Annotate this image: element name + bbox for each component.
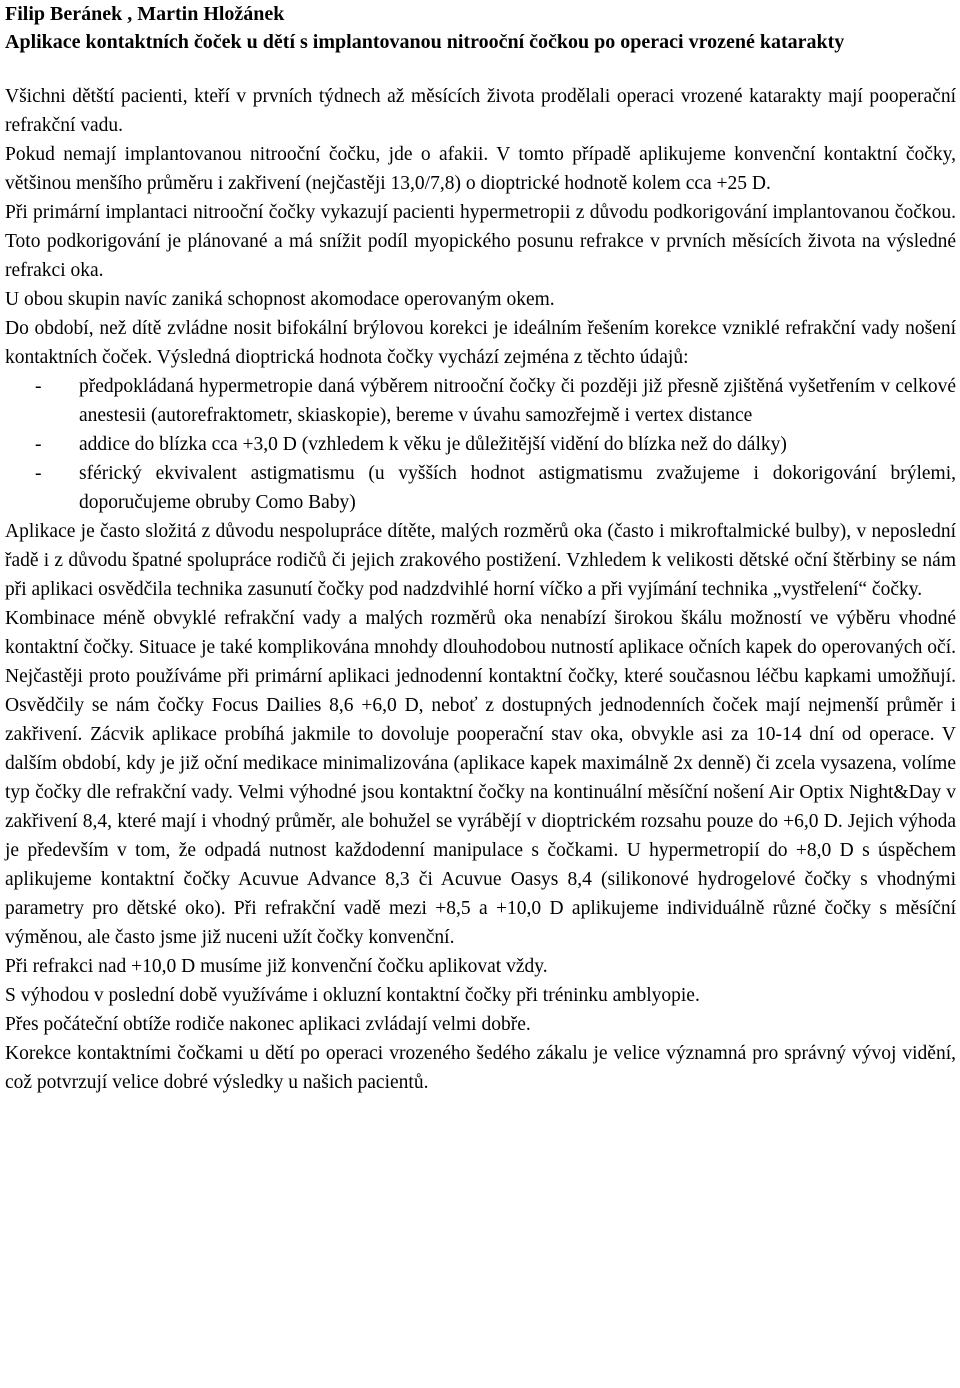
- paragraph-implantace: Při primární implantaci nitrooční čočky vykazují pacienti hypermetropii z důvodu podkorigování implantovanou čočkou. Toto podkorigování je plánované a má snížit podíl myopického posunu refrakce v prvních měsících života na výsledné refrakci oka.: [5, 202, 956, 281]
- paragraph-kombinace: Kombinace méně obvyklé refrakční vady a malých rozměrů oka nenabízí širokou škálu možností ve výběru vhodné kontaktní čočky. Situace je také komplikována mnohdy dlouhodobou nutností aplikace očních kapek do operovaných očí. Nejčastěji proto používáme při primární aplikaci jednodenní kontaktní čočky, které současnou léčbu kapkami umožňují. Osvědčily se nám čočky Focus Dailies 8,6 +6,0 D, neboť z dostupných jednodenních čoček mají nejmenší průměr i zakřivení. Zácvik aplikace probíhá jakmile to dovoluje pooperační stav oka, obvykle asi za 10-14 dní od operace. V dalším období, kdy je již oční medikace minimalizována (aplikace kapek maximálně 2x denně) či zcela vysazena, volíme typ čočky dle refrakční vady. Velmi výhodné jsou kontaktní čočky na kontinuální měsíční nošení Air Optix Night&Day v zakřivení 8,4, které mají i vhodný průměr, ale bohužel se vyrábějí v dioptrickém rozsahu pouze do +6,0 D. Jejich výhoda je především v tom, že odpadá nutnost každodenní manipulace s čočkami. U hypermetropií do +8,0 D s úspěchem aplikujeme kontaktní čočky Acuvue Advance 8,3 či Acuvue Oasys 8,4 (silikonové hydrogelové čočky s vhodnými parametry pro dětské oko). Při refrakční vadě mezi +8,5 a +10,0 D aplikujeme individuálně různé čočky s měsíční výměnou, ale často jsme již nuceni užít čočky konvenční.: [5, 608, 956, 948]
- list-item-text: předpokládaná hypermetropie daná výběrem nitrooční čočky či později již přesně zjištěná vyšetřením v celkové anestesii (autorefraktometr, skiaskopie), bereme v úvahu samozřejmě i vertex distance: [79, 376, 956, 426]
- authors: Filip Beránek , Martin Hložánek: [5, 3, 285, 25]
- list-dash: -: [35, 376, 42, 397]
- paragraph-afakie: Pokud nemají implantovanou nitrooční čočku, jde o afakii. V tomto případě aplikujeme konvenční kontaktní čočky, většinou menšího průměru i zakřivení (nejčastěji 13,0/7,8) o dioptrické hodnotě kolem cca +25 D.: [5, 144, 956, 194]
- list-item: [5, 430, 956, 459]
- paragraph-okluzni: S výhodou v poslední době využíváme i okluzní kontaktní čočky při tréninku amblyopie.: [5, 985, 700, 1006]
- paragraph-korekce: Do období, než dítě zvládne nosit bifokální brýlovou korekci je ideálním řešením korekce vzniklé refrakční vady nošení kontaktních čoček. Výsledná dioptrická hodnota čočky vychází zejména z těchto údajů:: [5, 318, 956, 368]
- paragraph-refrakce-nad-10: Při refrakci nad +10,0 D musíme již konvenční čočku aplikovat vždy.: [5, 956, 548, 977]
- list-item: [5, 459, 956, 517]
- paragraph-zaver: Korekce kontaktními čočkami u dětí po operaci vrozeného šedého zákalu je velice významná pro správný vývoj vidění, což potvrzují velice dobré výsledky u našich pacientů.: [5, 1043, 956, 1093]
- paragraph-aplikace: Aplikace je často složitá z důvodu nespolupráce dítěte, malých rozměrů oka (často i mikroftalmické bulby), v neposlední řadě i z důvodu špatné spolupráce rodičů či jejich zrakového postižení. Vzhledem k velikosti dětské oční štěrbiny se nám při aplikaci osvědčila technika zasunutí čočky pod nadzdvihlé horní víčko a při vyjímání technika „vystřelení“ čočky.: [5, 521, 956, 600]
- list-dash: -: [35, 463, 42, 484]
- dioptric-factors-list: [5, 372, 956, 517]
- list-dash: -: [35, 434, 42, 455]
- paragraph-rodice: Přes počáteční obtíže rodiče nakonec aplikaci zvládají velmi dobře.: [5, 1014, 531, 1035]
- paragraph-intro: Všichni dětští pacienti, kteří v prvních týdnech až měsících života prodělali operaci vrozené katarakty mají pooperační refrakční vadu.: [5, 86, 956, 136]
- list-item-text: addice do blízka cca +3,0 D (vzhledem k věku je důležitější vidění do blízka než do dálky): [79, 434, 787, 455]
- list-item: [5, 372, 956, 430]
- paragraph-akomodace: U obou skupin navíc zaniká schopnost akomodace operovaným okem.: [5, 289, 555, 310]
- document-title: Aplikace kontaktních čoček u dětí s implantovanou nitrooční čočkou po operaci vrozené katarakty: [5, 31, 845, 53]
- list-item-text: sférický ekvivalent astigmatismu (u vyšších hodnot astigmatismu zvažujeme i dokorigování brýlemi, doporučujeme obruby Como Baby): [79, 463, 956, 513]
